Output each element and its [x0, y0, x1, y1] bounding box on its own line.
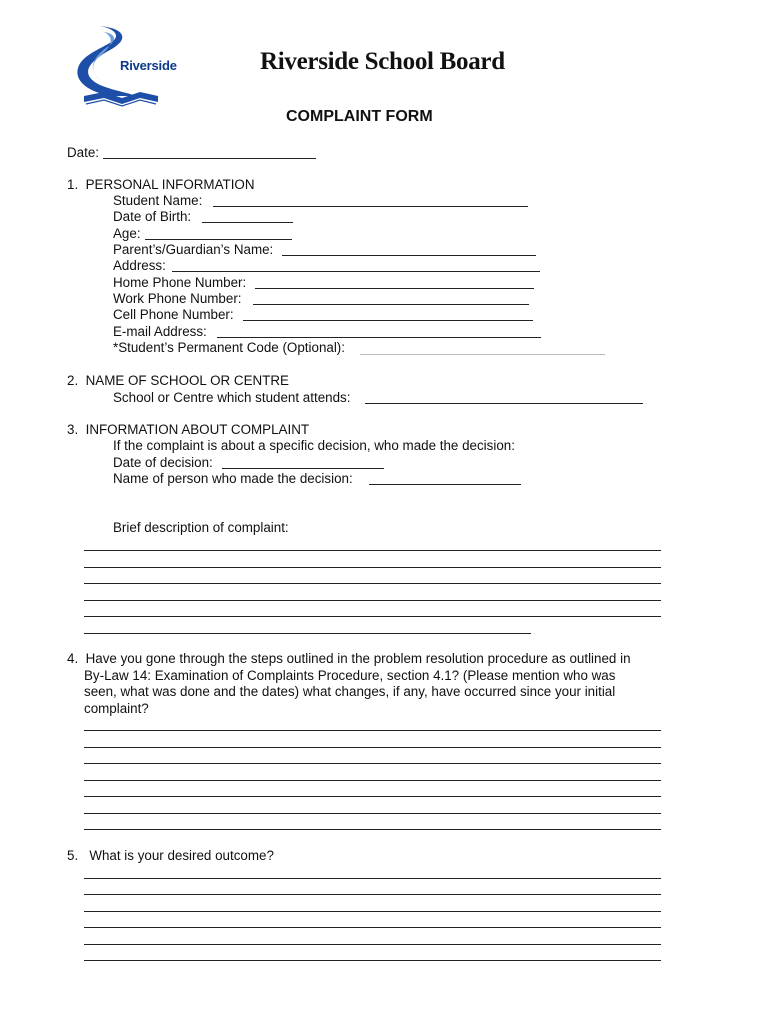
form-title: COMPLAINT FORM: [286, 108, 433, 125]
description-line[interactable]: [84, 600, 661, 601]
person-field[interactable]: [369, 484, 521, 485]
guardian-field[interactable]: [282, 255, 536, 256]
date-decision-label: Date of decision:: [113, 455, 213, 470]
outcome-line[interactable]: [84, 944, 661, 945]
section1-title: 1. PERSONAL INFORMATION: [67, 177, 255, 192]
person-label: Name of person who made the decision:: [113, 471, 353, 486]
decision-question: If the complaint is about a specific decision, who made the decision:: [113, 438, 515, 453]
perm-code-label: *Student’s Permanent Code (Optional):: [113, 340, 345, 355]
description-line[interactable]: [84, 616, 661, 617]
guardian-label: Parent’s/Guardian’s Name:: [113, 242, 274, 257]
email-field[interactable]: [217, 337, 541, 338]
date-decision-field[interactable]: [222, 468, 384, 469]
address-label: Address:: [113, 258, 166, 273]
brief-label: Brief description of complaint:: [113, 520, 289, 535]
section4-line4: complaint?: [84, 701, 149, 716]
description-line[interactable]: [84, 550, 661, 551]
section4-line1: 4. Have you gone through the steps outlined in the problem resolution procedure as outlined in: [67, 651, 631, 666]
age-field[interactable]: [145, 239, 292, 240]
outcome-line[interactable]: [84, 960, 661, 961]
section5-title: 5. What is your desired outcome?: [67, 848, 274, 863]
steps-line[interactable]: [84, 796, 661, 797]
section3-title: 3. INFORMATION ABOUT COMPLAINT: [67, 422, 310, 437]
outcome-line[interactable]: [84, 911, 661, 912]
outcome-line[interactable]: [84, 878, 661, 879]
work-phone-label: Work Phone Number:: [113, 291, 242, 306]
perm-code-field[interactable]: [360, 354, 605, 355]
date-label: Date:: [67, 145, 100, 160]
date-field[interactable]: [103, 158, 316, 159]
steps-line[interactable]: [84, 780, 661, 781]
steps-line[interactable]: [84, 829, 661, 830]
work-phone-field[interactable]: [253, 304, 529, 305]
steps-line[interactable]: [84, 813, 661, 814]
dob-field[interactable]: [202, 222, 293, 223]
steps-line[interactable]: [84, 763, 661, 764]
student-name-label: Student Name:: [113, 193, 203, 208]
steps-line[interactable]: [84, 747, 661, 748]
description-line[interactable]: [84, 567, 661, 568]
section2-title: 2. NAME OF SCHOOL OR CENTRE: [67, 373, 289, 388]
school-label: School or Centre which student attends:: [113, 390, 351, 405]
home-phone-field[interactable]: [255, 288, 534, 289]
student-name-field[interactable]: [213, 206, 528, 207]
logo-text: Riverside: [120, 58, 177, 73]
age-label: Age:: [113, 226, 141, 241]
home-phone-label: Home Phone Number:: [113, 275, 247, 290]
cell-phone-field[interactable]: [243, 320, 533, 321]
description-line[interactable]: [84, 583, 661, 584]
address-field[interactable]: [172, 271, 540, 272]
email-label: E-mail Address:: [113, 324, 207, 339]
section4-line3: seen, what was done and the dates) what changes, if any, have occurred since your initial: [84, 684, 616, 699]
school-field[interactable]: [365, 403, 643, 404]
outcome-line[interactable]: [84, 927, 661, 928]
outcome-line[interactable]: [84, 894, 661, 895]
description-line[interactable]: [84, 633, 531, 634]
steps-line[interactable]: [84, 730, 661, 731]
dob-label: Date of Birth:: [113, 209, 192, 224]
cell-phone-label: Cell Phone Number:: [113, 307, 234, 322]
section4-line2: By-Law 14: Examination of Complaints Procedure, section 4.1? (Please mention who was: [84, 668, 616, 683]
board-title: Riverside School Board: [260, 48, 505, 75]
